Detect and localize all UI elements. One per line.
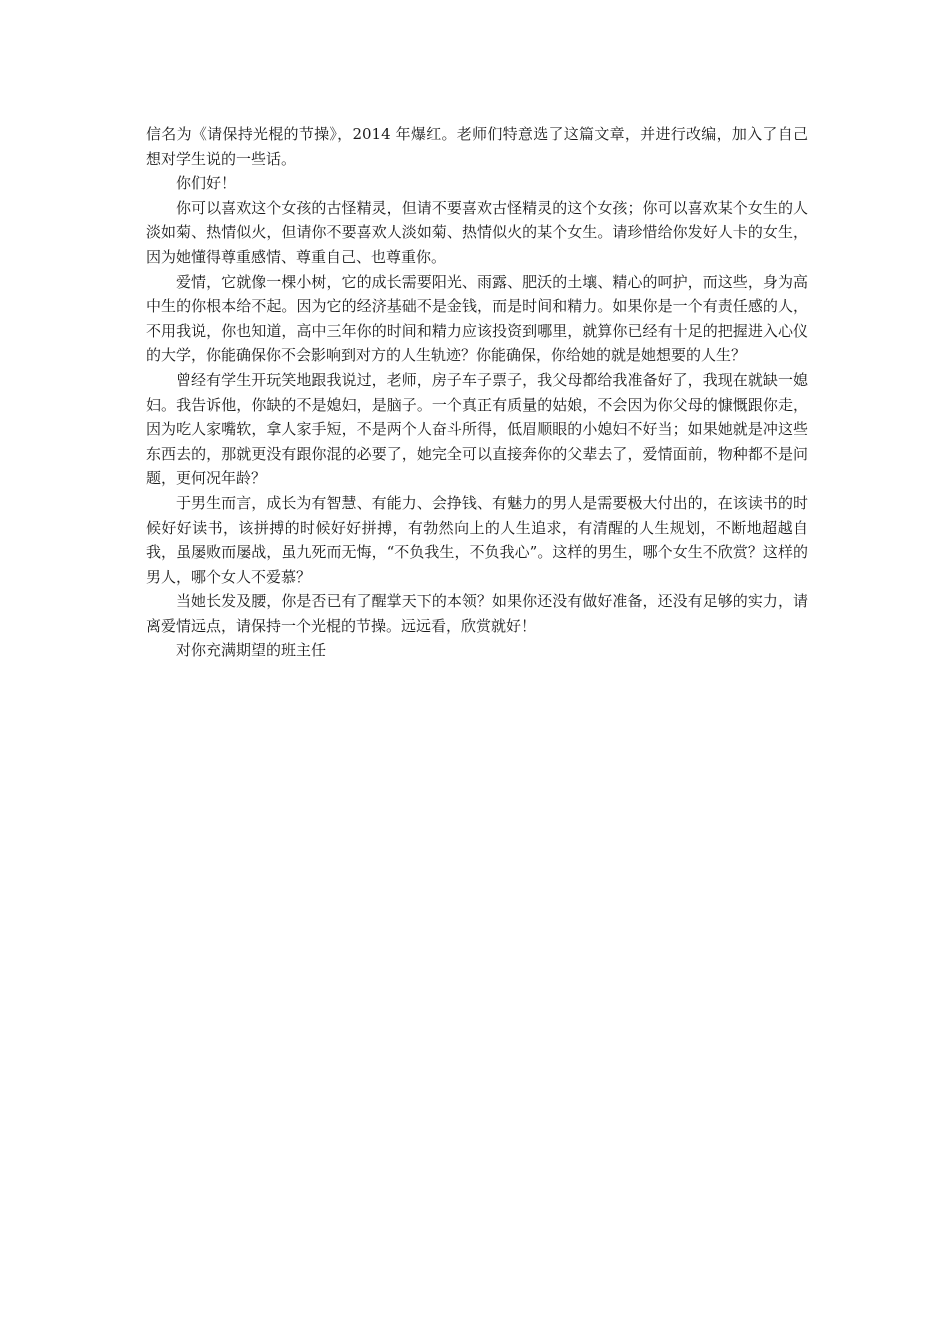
paragraph-body: 于男生而言，成长为有智慧、有能力、会挣钱、有魅力的男人是需要极大付出的，在该读书的时候好好读书，该拼搏的时候好好拼搏，有勃然向上的人生追求，有清醒的人生规划，不断地超越自我，虽屡败而屡战，虽九死而无悔，“不负我生，不负我心”。这样的男生，哪个女生不欣赏？这样的男人，哪个女人不爱慕？ <box>146 493 808 586</box>
paragraph-body: 当她长发及腰，你是否已有了醒掌天下的本领？如果你还没有做好准备，还没有足够的实力，请离爱情远点，请保持一个光棍的节操。远远看，欣赏就好！ <box>146 592 808 635</box>
document-body <box>146 122 808 663</box>
paragraph-body: 曾经有学生开玩笑地跟我说过，老师，房子车子票子，我父母都给我准备好了，我现在就缺一媳妇。我告诉他，你缺的不是媳妇，是脑子。一个真正有质量的姑娘，不会因为你父母的慷慨跟你走，因为吃人家嘴软，拿人家手短，不是两个人奋斗所得，低眉顺眼的小媳妇不好当；如果她就是冲这些东西去的，那就更没有跟你混的必要了，她完全可以直接奔你的父辈去了，爱情面前，物种都不是问题，更何况年龄？ <box>146 370 808 488</box>
paragraph-signature: 对你充满期望的班主任 <box>176 641 327 660</box>
paragraph-intro: 信名为《请保持光棍的节操》，2014 年爆红。老师们特意选了这篇文章，并进行改编，加入了自己想对学生说的一些话。 <box>146 125 808 168</box>
paragraph-body: 你可以喜欢这个女孩的古怪精灵，但请不要喜欢古怪精灵的这个女孩；你可以喜欢某个女生的人淡如菊、热情似火，但请你不要喜欢人淡如菊、热情似火的某个女生。请珍惜给你发好人卡的女生，因为她懂得尊重感情、尊重自己、也尊重你。 <box>146 198 808 266</box>
paragraph-greeting: 你们好！ <box>176 174 237 193</box>
paragraph-body: 爱情，它就像一棵小树，它的成长需要阳光、雨露、肥沃的土壤、精心的呵护，而这些，身为高中生的你根本给不起。因为它的经济基础不是金钱，而是时间和精力。如果你是一个有责任感的人，不用我说，你也知道，高中三年你的时间和精力应该投资到哪里，就算你已经有十足的把握进入心仪的大学，你能确保你不会影响到对方的人生轨迹？你能确保，你给她的就是她想要的人生？ <box>146 272 808 365</box>
